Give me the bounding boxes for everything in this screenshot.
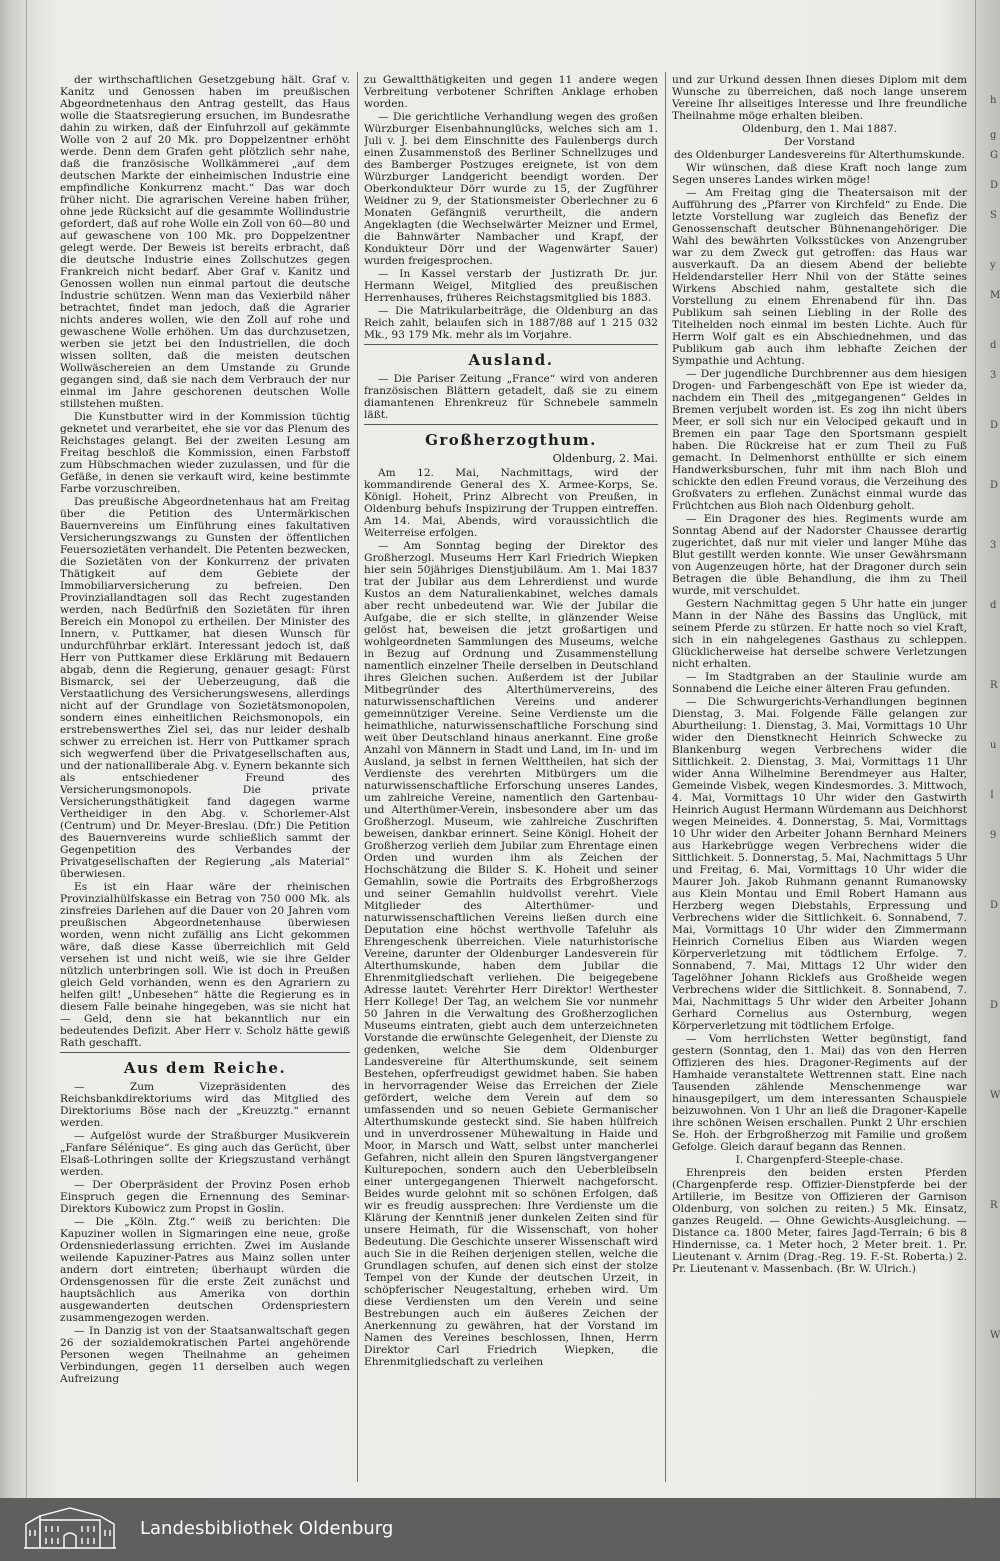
article-paragraph: — Am Freitag ging die Theatersaison mit der Aufführung des „Pfarrer von Kirchfeld“ zu Ende. Die letzte Vorstellung war zugleich das Benefiz der Genossenschaft deutscher Bühnenangehöriger. Die Wahl des bewährten Volksstückes von Anzengruber war zu dem Zweck gut getroffen: das Haus war ausverkauft. Da an diesem Abend der beliebte Heldendarsteller Herr Nhil von der Stätte seines Wirkens Abschied nahm, gestaltete sich die Vorstellung zu einem Ehrenabend für ihn. Das Publikum sah seinen Liebling in der Rolle des Titelhelden noch einmal im besten Lichte. Auch für Herrn Wolf galt es ein Abschiednehmen, und das Publikum gab auch ihm lebhafte Zeichen der Sympathie und Achtung. xyxy=(672,187,967,367)
article-paragraph: Wir wünschen, daß diese Kraft noch lange zum Segen unseres Landes wirken möge! xyxy=(672,162,967,186)
article-paragraph: Am 12. Mai, Nachmittags, wird der kommandirende General des X. Armee-Korps, Se. Königl. Hoheit, Prinz Albrecht von Preußen, in Oldenburg behufs Inspizirung der Truppen eintreffen. Am 14. Mai, Abends, wird voraussichtlich die Weiterreise erfolgen. xyxy=(364,467,658,539)
edge-fragment: R xyxy=(990,1200,998,1211)
article-paragraph: — Die Pariser Zeitung „France“ wird von anderen französischen Blättern getadelt, daß sie zu einem diamantenen Ehrenkreuz für Schnebele sammeln läßt. xyxy=(364,373,658,421)
left-page-edge xyxy=(0,0,27,1561)
article-paragraph: Ehrenpreis den beiden ersten Pferden (Chargenpferde resp. Offizier-Dienstpferde bei der Artillerie, im Besitze von Offizieren der Garnison Oldenburg, von solchen zu reiten.) 5 Mk. Einsatz, ganzes Reugeld. — Ohne Gewichts-Ausgleichung. — Distance ca. 1800 Meter, faires Jagd-Terrain; 6 bis 8 Hindernisse, ca. 1 Meter hoch, 2 Meter breit. 1. Pr. Lieutenant v. Arnim (Drag.-Reg. 19. F.-St. Roberta.) 2. Pr. Lieutenant v. Massenbach. (Br. W. Ulrich.) xyxy=(672,1167,967,1275)
edge-fragment: W xyxy=(990,1090,1000,1101)
article-paragraph: Das preußische Abgeordnetenhaus hat am Freitag über die Petition des Untermärkischen Bauernvereins um Einführung eines fakultativen Versicherungszwangs zu Gunsten der öffentlichen Feuersozietäten verhandelt. Die Petenten bezwecken, die Sozietäten von der Konkurrenz der privaten Thätigkeit auf dem Gebiete der Immobiliarversicherung zu befreien. Den Provinziallandtagen soll das Recht zugestanden werden, nach Bedürfniß den Sozietäten für ihren Bereich ein Monopol zu ertheilen. Der Minister des Innern, v. Puttkamer, hat diesen Wunsch für undurchführbar erklärt. Interessant jedoch ist, daß Herr von Puttkamer diese Erklärung mit Bedauern abgab, denn die Regierung, genauer gesagt: Fürst Bismarck, sei der Ueberzeugung, daß die Verstaatlichung des Versicherungswesens, allerdings nicht auf der Grundlage von Sozietätsmonopolen, sondern eines einheitlichen Reichsmonopols, ein erstrebenswerthes Ziel sei, das nur leider deshalb schwer zu erreichen ist. Herr von Puttkamer sprach sich wegwerfend über die Privatgesellschaften aus, und der nationalliberale Abg. v. Eynern bekannte sich als entschiedener Freund des Versicherungsmonopols. Die private Versicherungsthätigkeit fand dagegen warme Vertheidiger in den Abg. v. Schorlemer-Alst (Centrum) und Dr. Meyer-Breslau. (Dfr.) Die Petition des Bauernvereins wurde schließlich sammt der Gegenpetition des Verbandes der Privatgesellschaften der Regierung „als Material“ überwiesen. xyxy=(60,496,350,880)
edge-fragment: D xyxy=(990,900,999,911)
edge-fragment: D xyxy=(990,1000,999,1011)
section-divider xyxy=(364,344,658,345)
article-paragraph: Es ist ein Haar wäre der rheinischen Provinzialhülfskasse ein Betrag von 750 000 Mk. als zinsfreies Darlehen auf die Dauer von 20 Jahren vom preußischen Abgeordnetenhause überwiesen worden, wenn nicht zufällig ans Licht gekommen wäre, daß diese Kasse überreichlich mit Geld versehen ist und nicht weiß, wie sie ihre Gelder nützlich unterbringen soll. Wie ist doch in Preußen gleich Geld vorhanden, wenn es den Agrariern zu helfen gilt! „Unbesehen“ hätte die Regierung es in diesem Falle beinahe hingegeben, was sie nicht hat — Geld, denn sie hat bekanntlich nur ein bedeutendes Defizit. Aber Herr v. Scholz hätte gewiß Rath geschafft. xyxy=(60,881,350,1049)
library-footer-bar xyxy=(0,1498,1000,1561)
dateline: Oldenburg, 2. Mai. xyxy=(552,452,658,465)
edge-fragment: D xyxy=(990,180,999,191)
library-building-icon xyxy=(20,1504,120,1554)
edge-fragment: g xyxy=(990,130,997,141)
section-divider xyxy=(60,1052,350,1053)
article-paragraph: — In Danzig ist von der Staatsanwaltschaft gegen 26 der sozialdemokratischen Partei angehörende Personen wegen Theilnahme an geheimen Verbindungen, gegen 11 derselben auch wegen Aufreizung xyxy=(60,1325,350,1385)
article-paragraph: — Die „Köln. Ztg.“ weiß zu berichten: Die Kapuziner wollen in Sigmaringen eine neue, große Ordensniederlassung errichten. Zwei im Auslande weilende Kapuziner-Patres aus Mainz sollen unter andern dort eintreten; überhaupt würden die Ordensgenossen für die erste Zeit zunächst und hauptsächlich aus Amerika von dorthin ausgewanderten deutschen Ordenspriestern zusammengezogen werden. xyxy=(60,1216,350,1324)
edge-fragment: 3 xyxy=(990,370,997,381)
article-paragraph: — Im Stadtgraben an der Staulinie wurde am Sonnabend die Leiche einer älteren Frau gefunden. xyxy=(672,671,967,695)
edge-fragment: S xyxy=(990,210,997,221)
section-divider xyxy=(364,424,658,425)
edge-fragment: D xyxy=(990,480,999,491)
column-rule xyxy=(357,72,358,1482)
library-name: Landesbibliothek Oldenburg xyxy=(140,1518,394,1539)
article-paragraph: — Die Matrikularbeiträge, die Oldenburg an das Reich zahlt, belaufen sich in 1887/88 auf 1 215 032 Mk., 93 179 Mk. mehr als im Vorjahre. xyxy=(364,305,658,341)
edge-fragment: D xyxy=(990,420,999,431)
article-paragraph: — Zum Vizepräsidenten des Reichsbankdirektoriums wird das Mitglied des Direktoriums Böse nach der „Kreuzztg.“ ernannt werden. xyxy=(60,1081,350,1129)
article-paragraph: — Die Schwurgerichts-Verhandlungen beginnen Dienstag, 3. Mai. Folgende Fälle gelangen zur Aburtheilung: 1. Dienstag, 3. Mai, Vormittags 10 Uhr wider den Dienstknecht Heinrich Schwecke zu Blankenburg wegen Verbrechens wider die Sittlichkeit. 2. Dienstag, 3. Mai, Vormittags 11 Uhr wider Anna Wilhelmine Berendmeyer aus Halter, Gemeinde Visbek, wegen Kindesmordes. 3. Mittwoch, 4. Mai, Vormittags 10 Uhr wider den Gastwirth Heinrich August Hermann Würdemann aus Deichhorst wegen Meineides. 4. Donnerstag, 5. Mai, Vormittags 10 Uhr wider den Arbeiter Johann Bernhard Meiners aus Harkebrügge wegen Verbrechens wider die Sittlichkeit. 5. Donnerstag, 5. Mai, Nachmittags 5 Uhr und Freitag, 6. Mai, Vormittags 10 Uhr wider die Maurer Joh. Jakob Ruhmann genannt Rumanowsky aus Klein Montau und Emil Robert Hamann aus Herzberg wegen Diebstahls, Erpressung und Verbrechens wider die Sittlichkeit. 6. Sonnabend, 7. Mai, Vormittags 10 Uhr wider den Zimmermann Heinrich Cornelius Eiben aus Wiarden wegen Körperverletzung mit tödtlichem Erfolge. 7. Sonnabend, 7. Mai, Mittags 12 Uhr wider den Tagelöhner Johann Ricklefs aus Großheide wegen Verbrechens wider die Sittlichkeit. 8. Sonnabend, 7. Mai, Nachmittags 5 Uhr wider den Arbeiter Johann Gerhard Cornelius aus Osternburg, wegen Körperverletzung mit tödtlichem Erfolge. xyxy=(672,696,967,1032)
edge-fragment: 3 xyxy=(990,540,997,551)
edge-fragment: 9 xyxy=(990,830,997,841)
article-paragraph: des Oldenburger Landesvereins für Alterthumskunde. xyxy=(674,149,965,161)
newspaper-column-3 xyxy=(672,74,967,1482)
article-paragraph: — Ein Dragoner des hies. Regiments wurde am Sonntag Abend auf der Nadorster Chaussee derartig zugerichtet, daß nur mit vieler und langer Mühe das Blut gestillt werden konnte. Wie unser Gewährsmann von Augenzeugen hörte, hat der Dragoner durch sein Betragen die üble Behandlung, die ihm zu Theil wurde, mit verschuldet. xyxy=(672,513,967,597)
article-paragraph: Die Kunstbutter wird in der Kommission tüchtig geknetet und verarbeitet, ehe sie vor das Plenum des Reichstages gelangt. Bei der zweiten Lesung am Freitag beschloß die Kommission, einen Farbstoff zum Hübschmachen wieder zuzulassen, und für die Gefäße, in denen sie verkauft wird, keine bestimmte Farbe vorzuschreiben. xyxy=(60,411,350,495)
article-paragraph: der wirthschaftlichen Gesetzgebung hält. Graf v. Kanitz und Genossen haben im preußischen Abgeordnetenhaus den Antrag gestellt, das Haus wolle die Staatsregierung ersuchen, im Bundesrathe dahin zu wirken, daß der Einfuhrzoll auf gekämmte Wolle von 2 auf 20 Mk. pro Doppelzentner erhöht werde. Denn dem Grafen geht plötzlich sehr nahe, daß die französische Wollkämmerei „auf dem deutschen Markte der einheimischen Industrie eine empfindliche Konkurrenz macht.“ Das war doch früher nicht. Die agrarischen Vereine haben früher, ohne jede Rücksicht auf die gesammte Wollindustrie gefordert, daß auf rohe Wolle ein Zoll von 60—80 und auf gewaschene von 100 Mk. pro Doppelzentner gelegt werde. Der Beweis ist bereits erbracht, daß die deutsche Industrie eines Zollschutzes gegen Frankreich nicht bedarf. Aber Graf v. Kanitz und Genossen wollen nun einmal partout die deutsche Industrie schützen. Wenn man das Vexierbild näher betrachtet, findet man jedoch, daß die Agrarier nichts anderes wollen, wie den Zoll auf rohe und gewaschene Wolle erhöhen. Um das durchzusetzen, werben sie jetzt bei den Industriellen, die doch wissen sollten, daß die meisten deutschen Wollwäschereien an dem Umstande zu Grunde gegangen sind, daß sie nach dem Verbrauch der nur einmal im Jahre geschorenen deutschen Wolle stillstehen mußten. xyxy=(60,74,350,410)
section-heading: Aus dem Reiche. xyxy=(123,1059,287,1077)
section-heading: Ausland. xyxy=(468,351,554,369)
right-page-edge xyxy=(975,0,1000,1561)
article-paragraph: — Der Oberpräsident der Provinz Posen erhob Einspruch gegen die Ernennung des Seminar-Direktors Kubowicz zum Propst in Goslin. xyxy=(60,1179,350,1215)
edge-fragment: W xyxy=(990,1330,1000,1341)
edge-fragment: h xyxy=(990,95,997,106)
edge-fragment: M xyxy=(990,290,1000,301)
section-heading: Großherzogthum. xyxy=(425,431,597,449)
edge-fragment: R xyxy=(990,680,998,691)
article-paragraph: Gestern Nachmittag gegen 5 Uhr hatte ein junger Mann in der Nähe des Bassins das Unglück, mit seinem Pferde zu stürzen. Er hatte noch so viel Kraft, sich in ein nahgelegenes Gasthaus zu schleppen. Glücklicherweise hat derselbe schwere Verletzungen nicht erhalten. xyxy=(672,598,967,670)
article-paragraph: — Die gerichtliche Verhandlung wegen des großen Würzburger Eisenbahnunglücks, welches sich am 1. Juli v. J. bei dem Einschnitte des Faulenbergs durch einen Zusammenstoß des Berliner Schnellzuges und des Bamberger Postzuges ereignete, ist von dem Würzburger Landgericht beendigt worden. Der Oberkondukteur Dörr wurde zu 15, der Zugführer Weidner zu 9, der Stationsmeister Oberlechner zu 6 Monaten Gefängniß verurtheilt, die andern Angeklagten (die Wechselwärter Meizner und Ermel, die Bahnwärter Nambacher und Krapf, der Kondukteur Dörr und der Wagenwärter Sauer) wurden freigesprochen. xyxy=(364,111,658,267)
edge-fragment: d xyxy=(990,340,997,351)
column-rule xyxy=(665,72,666,1482)
edge-fragment: u xyxy=(990,740,997,751)
article-paragraph: — Vom herrlichsten Wetter begünstigt, fand gestern (Sonntag, den 1. Mai) das von den Herren Offizieren des hies. Dragoner-Regiments auf der Hamhaide veranstaltete Wettrennen statt. Eine nach Tausenden zählende Menschenmenge war hinausgepilgert, um dem interessanten Schauspiele beizuwohnen. Von 1 Uhr an ließ die Dragoner-Kapelle ihre schönen Weisen erschallen. Punkt 2 Uhr erschien Se. Hoh. der Erbgroßherzog mit Familie und großem Gefolge. Gleich darauf begann das Rennen. xyxy=(672,1033,967,1153)
article-paragraph: zu Gewaltthätigkeiten und gegen 11 andere wegen Verbreitung verbotener Schriften Anklage erhoben worden. xyxy=(364,74,658,110)
edge-fragment: y xyxy=(990,260,996,271)
race-heading: I. Chargenpferd-Steeple-chase. xyxy=(735,1154,904,1166)
newspaper-column-2 xyxy=(364,74,658,1494)
article-paragraph: — In Kassel verstarb der Justizrath Dr. jur. Hermann Weigel, Mitglied des preußischen Herrenhauses, früheres Reichstagsmitglied bis 1883. xyxy=(364,268,658,304)
newspaper-column-1 xyxy=(60,74,350,1476)
edge-fragment: G xyxy=(990,150,998,161)
article-paragraph: Der Vorstand xyxy=(784,136,855,148)
edge-fragment: d xyxy=(990,600,997,611)
article-paragraph: Oldenburg, den 1. Mai 1887. xyxy=(741,123,898,135)
edge-fragment: I xyxy=(990,790,994,801)
article-paragraph: und zur Urkund dessen Ihnen dieses Diplom mit dem Wunsche zu überreichen, daß noch lange unserem Vereine Ihr allseitiges Interesse und Ihre freundliche Theilnahme möge erhalten bleiben. xyxy=(672,74,967,122)
article-paragraph: — Am Sonntag beging der Direktor des Großherzogl. Museums Herr Karl Friedrich Wiepken hier sein 50jähriges Dienstjubiläum. Am 1. Mai 1837 trat der Jubilar aus dem Lehrerdienst und wurde Kustos an dem Naturalienkabinet, welches damals aber recht unbedeutend war. Wie der Jubilar die Aufgabe, die er sich stellte, in glänzender Weise gelöst hat, beweisen die jetzt großartigen und wohlgeordneten Sammlungen des Museums, welche in Bezug auf Ordnung und Zusammenstellung namentlich einzelner Theile derselben in Deutschland ihres Gleichen suchen. Außerdem ist der Jubilar Mitbegründer des Alterthümervereins, des naturwissenschaftlichen Vereins und anderer gemeinnütziger Vereine. Seine Verdienste um die heimathliche, naturwissenschaftliche Forschung sind weit über Deutschland hinaus anerkannt. Eine große Anzahl von Männern in Stadt und Land, im In- und im Ausland, ja selbst in fernen Welttheilen, hat sich der Verdienste des verehrten Mitbürgers um die naturwissenschaftliche Erforschung unseres Landes, um zahlreiche Vereine, namentlich den Gartenbau- und Alterthümer-Verein, insbesondere aber um das Großherzogl. Museum, wie zahlreiche Zuschriften beweisen, dankbar erinnert. Seine Königl. Hoheit der Großherzog verlieh dem Jubilar zum Ehrentage einen Orden und wurden ihm als Zeichen der Hochschätzung die Bilder S. K. Hoheit und seiner Gemahlin, sowie die Portraits des Erbgroßherzogs und seiner Gemahlin huldvollst verehrt. Viele Mitglieder des Alterthümer- und naturwissenschaftlichen Vereins ließen durch eine Deputation eine höchst werthvolle Tafeluhr als Ehrengeschenk überreichen. Viele naturhistorische Vereine, darunter der Oldenburger Landesverein für Alterthumskunde, haben dem Jubilar die Ehrenmitgliedschaft verliehen. Die beigegebene Adresse lautet: Verehrter Herr Direktor! Werthester Herr Kollege! Der Tag, an welchem Sie vor nunmehr 50 Jahren in die Verwaltung des Großherzoglichen Museums eintraten, giebt auch dem unterzeichneten Vorstande die erwünschte Gelegenheit, der Dienste zu gedenken, welche Sie dem Oldenburger Landesvereine für Alterthumskunde, seit seinem Bestehen, opferfreudigst gewidmet haben. Sie haben in hervorragender Weise das Erreichen der Ziele gefördert, welche dem Verein auf dem so umfassenden und so neuen Gebiete Germanischer Alterthumskunde gesteckt sind. Sie haben hülfreich und in unverdrossener Mühewaltung in Haide und Moor, in Marsch und Watt, selbst unter mancherlei Gefahren, nicht allein den Spuren längstvergangener Kulturepochen, sondern auch den Ueberbleibseln einer untergegangenen Thierwelt nachgeforscht. Beides wurde gelohnt mit so schönen Erfolgen, daß wir es freudig aussprechen: Ihre Verdienste um die Klärung der Kenntniß jener dunkelen Zeiten sind für unsere Heimath, für die Wissenschaft, von hoher Bedeutung. Die Geschichte unserer Wissenschaft wird auch Sie in die Reihen derjenigen stellen, welche die Grundlagen schufen, auf denen sich einst der stolze Tempel von der Kunde der deutschen Urzeit, in schöpferischer Neugestaltung, erheben wird. Um diese Verdiensten um den Verein und seine Bestrebungen auch ein äußeres Zeichen der Anerkennung zu gewähren, hat der Vorstand im Namen des Vereines beschlossen, Ihnen, Herrn Direktor Carl Friedrich Wiepken, die Ehrenmitgliedschaft zu verleihen xyxy=(364,540,658,1368)
article-paragraph: — Aufgelöst wurde der Straßburger Musikverein „Fanfare Sélénique“. Es ging auch das Gerücht, über Elsaß-Lothringen sollte der Kriegszustand verhängt werden. xyxy=(60,1130,350,1178)
article-paragraph: — Der jugendliche Durchbrenner aus dem hiesigen Drogen- und Farbengeschäft von Epe ist wieder da, nachdem ein Theil des „mitgegangenen“ Geldes in Bremen verjubelt worden ist. Es zog ihn nicht übers Meer, er soll sich nur ein Velociped gekauft und in Bremen ein paar Tage den Sportsmann gespielt haben. Die Rückreise hat er zum Theil zu Fuß gemacht. In Delmenhorst enthüllte er sich einem Handwerksburschen, fuhr mit ihm nach Bloh und schickte den edlen Freund voraus, die Verzeihung des Großvaters zu erflehen. Zunächst einmal wurde das Früchtchen aus Bloh nach Oldenburg geholt. xyxy=(672,368,967,512)
